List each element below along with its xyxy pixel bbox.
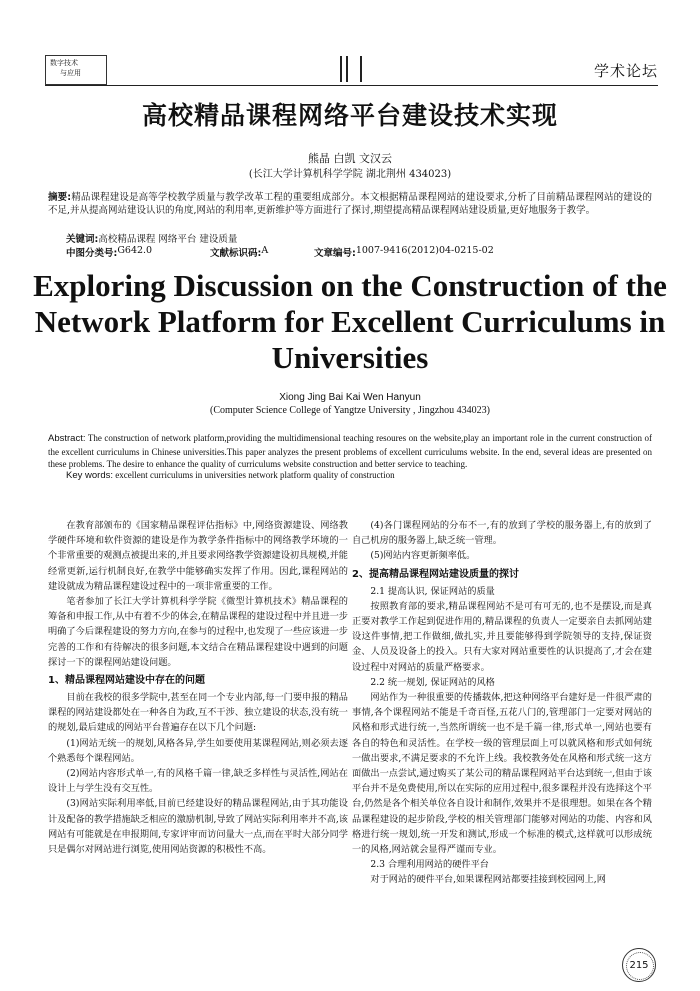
body-left-column (48, 518, 348, 857)
body-paragraph: 网站作为一种很重要的传播载体,把这种网络平台建好是一件很严肃的事情,各个课程网站不能是千奇百怪,五花八门的,管理部门一定要对网站的风格和形式进行统一,当然所谓统一也不是千篇一律,形式单一,网站也要有各自的特色和灵活性。在学校一级的管理层面上可以就风格和形式如何统一做出要求,不满足要求的不允许上线。我校教务处在风格和形式统一这方面做出一点尝试,通过购买了某公司的精品课程网站平台达到统一,但由于该平台并不是免费使用,所以在实际的应用过程中,很多课程并没有选择这个平台,仍然是各个相关单位各自设计和制作,效果并不是很理想。如果在各个精品课程建设的起步阶段,学校的相关管理部门能够对网站的功能、内容和风格进行统一规划,统一开发和测试,形成一个标准的模式,这样就可以形成统一的风格,网站就会显得严谨而专业。 (352, 692, 652, 856)
doc-code-label: 文献标识码: (210, 248, 262, 259)
subsection-heading-2-2: 2.2 统一规划, 保证网站的风格 (370, 676, 495, 688)
body-paragraph: (5)网站内容更新频率低。 (370, 550, 476, 562)
clc-value: G642.0 (117, 245, 153, 256)
page-number: 215 (629, 960, 649, 971)
english-title: Exploring Discussion on the Construction of the Network Platform for Excellent Curriculums in Universities (33, 268, 667, 375)
doc-code-value: A (261, 245, 269, 256)
section-heading-1: 1、精品课程网站建设中存在的问题 (48, 675, 205, 687)
english-affiliation: (Computer Science College of Yangtze University , Jingzhou 434023) (210, 405, 490, 416)
section-label: 学术论坛 (593, 62, 658, 80)
clc-label: 中图分类号: (66, 248, 118, 259)
chinese-abstract-label: 摘要: (48, 192, 72, 203)
article-no-value: 1007-9416(2012)04-0215-02 (355, 245, 494, 256)
article-no-label: 文章编号: (314, 248, 356, 259)
english-keywords-label: Key words: (66, 470, 113, 481)
journal-logo (45, 55, 107, 85)
journal-logo-line2: 与应用 (60, 69, 81, 77)
body-paragraph: (2)网站内容形式单一,有的风格千篇一律,缺乏多样性与灵活性,网站在设计上与学生没有交互性。 (48, 768, 348, 795)
header-rule (45, 85, 658, 86)
english-abstract-label: Abstract: (48, 433, 86, 444)
body-paragraph: (3)网站实际利用率低,目前已经建设好的精品课程网站,由于其功能设计及配备的教学措施缺乏相应的激励机制,导致了网站实际利用率并不高,该网站有可能就是在申报期间,专家评审而访问量大一点,而在平时大部分同学只是偶尔对网站进行浏览,使用网站资源的积极性不高。 (48, 798, 348, 856)
body-paragraph: 按照教育部的要求,精品课程网站不是可有可无的,也不是摆设,而是真正要对教学工作起到促进作用的,精品课程的负责人一定要亲自去抓网站建设这件事情,把工作做细,做扎实,并且要能够得到学院领导的支持,保证资金、人员及设备上的投入。只有大家对网站重要性的认识提高了,才会在建设过程中对网站的质量严格要求。 (352, 600, 652, 673)
english-authors: Xiong Jing Bai Kai Wen Hanyun (279, 392, 421, 403)
chinese-keywords-text: 高校精品课程 网络平台 建设质量 (98, 234, 238, 245)
body-paragraph: 对于网站的硬件平台,如果课程网站都要挂接到校园网上,网 (370, 874, 606, 886)
page-number-badge (622, 948, 656, 982)
body-paragraph: (1)网站无统一的规划,风格各异,学生如要使用某课程网站,则必须去逐个熟悉每个课程网站。 (48, 737, 348, 764)
english-abstract-text: The construction of network platform,providing the multidimensional teaching resoures on the website,play an important role in the current construction of the excellent curriculums in Chinese universities.This paper analyzes the present problems of excellent curriculums website. In the end, several ideas are presented on these problems. The desire to enhance the quality of curriculums website construction and better service to teaching. (48, 433, 652, 469)
chinese-affiliation: (长江大学计算机科学学院 湖北荆州 434023) (248, 169, 452, 180)
chinese-abstract-text: 精品课程建设是高等学校教学质量与教学改革工程的重要组成部分。本文根据精品课程网站的建设要求,分析了目前精品课程网站的建设的不足,并从提高网站建设认识的角度,网站的利用率,更新维护等方面进行了探讨,期望提高精品课程网站建设质量,更好地服务于教学。 (48, 192, 652, 216)
body-paragraph: 笔者参加了长江大学计算机科学学院《微型计算机技术》精品课程的筹备和申报工作,从中有着不少的体会,在精品课程的建设过程中并且进一步明确了今后课程建设的努力方向,在参与的过程中,也发现了一些应该进一步完善的工作和有待解决的很多问题,本文结合在精品课程建设中遇到的问题探讨一下的课程网站建设问题。 (48, 596, 348, 668)
chinese-abstract (48, 191, 652, 217)
english-keywords (66, 470, 395, 481)
body-paragraph: 目前在我校的很多学院中,甚至在同一个专业内部,每一门要申报的精品课程的网站建设都处在一种各自为政,互不干涉、独立建设的状态,没有统一的规划,最后建成的网站平台普遍存在以下几个问题: (48, 692, 348, 734)
subsection-heading-2-1: 2.1 提高认识, 保证网站的质量 (370, 585, 495, 597)
chinese-authors: 熊晶 白凯 文汉云 (308, 152, 392, 165)
body-right-column (352, 518, 652, 888)
subsection-heading-2-3: 2.3 合理利用网站的硬件平台 (370, 859, 489, 871)
chinese-keywords-label: 关键词: (66, 234, 99, 245)
chinese-keywords (66, 231, 237, 245)
english-abstract (48, 432, 652, 471)
chinese-title: 高校精品课程网络平台建设技术实现 (141, 101, 558, 130)
header-divider-bars (338, 56, 366, 82)
english-keywords-text: excellent curriculums in universities network platform quality of construction (113, 470, 395, 480)
body-paragraph: 在教育部颁布的《国家精品课程评估指标》中,网络资源建设、网络教学硬件环境和软件资源的建设是作为教学条件指标中的网络教学环境的一个非常重要的观测点被提出来的,并且要求网络教学资源建设初具规模,并能经常更新,运行机制良好,在教学中能够确实发挥了作用。因此,课程网站的建设就成为精品课程建设过程中的一项非常重要的工作。 (48, 520, 348, 592)
journal-logo-line1: 数字技术 (50, 59, 78, 67)
section-heading-2: 2、提高精品课程网站建设质量的探讨 (352, 568, 519, 580)
body-paragraph: (4)各门课程网站的分布不一,有的放到了学校的服务器上,有的放到了自己机房的服务器上,缺乏统一管理。 (352, 520, 652, 547)
